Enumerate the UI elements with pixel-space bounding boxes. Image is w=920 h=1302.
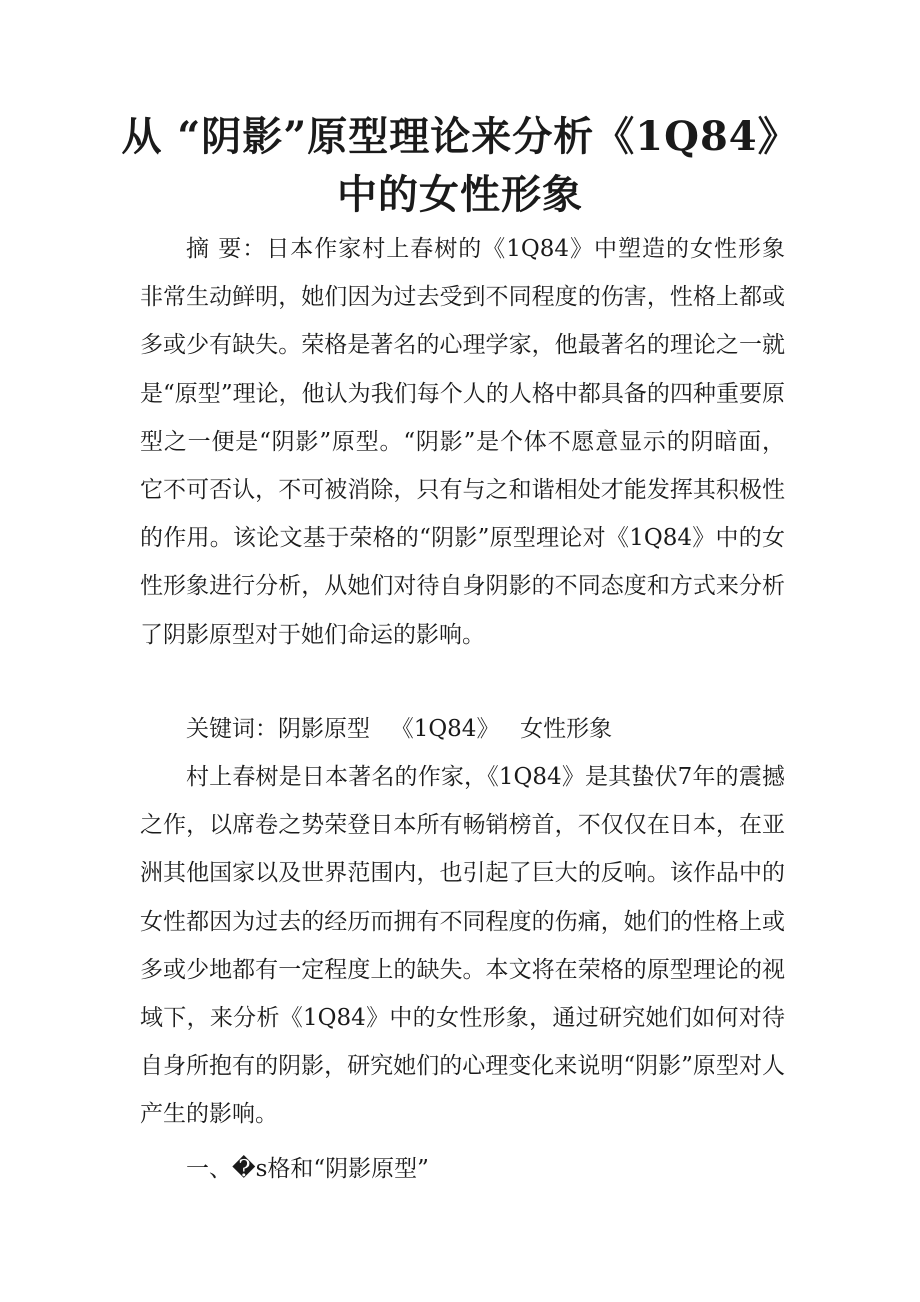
- abstract-text: 日本作家村上春树的《1Q84》中塑造的女性形象非常生动鲜明，她们因为过去受到不同程度的伤害，性格上都或多或少有缺失。荣格是著名的心理学家，他最著名的理论之一就是“原型”理论，他认为我们每个人的人格中都具备的四种重要原型之一便是“阴影”原型。“阴影”是个体不愿意显示的阴暗面，它不可否认，不可被消除，只有与之和谐相处才能发挥其积极性的作用。该论文基于荣格的“阴影”原型理论对《1Q84》中的女性形象进行分析，从她们对待自身阴影的不同态度和方式来分析了阴影原型对于她们命运的影响。: [140, 236, 786, 648]
- intro-paragraph: 村上春树是日本著名的作家，《1Q84》是其蛰伏7年的震撼之作，以席卷之势荣登日本所有畅销榜首，不仅仅在日本，在亚洲其他国家以及世界范围内，也引起了巨大的反响。该作品中的女性都因为过去的经历而拥有不同程度的伤痛，她们的性格上或多或少地都有一定程度上的缺失。本文将在荣格的原型理论的视域下，来分析《1Q84》中的女性形象，通过研究她们如何对待自身所抱有的阴影，研究她们的心理变化来说明“阴影”原型对人产生的影响。: [140, 764, 785, 1128]
- keyword-item: 阴影原型: [278, 716, 370, 742]
- abstract-label: 摘 要：: [186, 236, 267, 262]
- keyword-item: 女性形象: [520, 716, 613, 742]
- abstract-paragraph: [140, 225, 785, 659]
- section-heading: 一、�s格和“阴影原型”: [186, 1156, 429, 1182]
- keywords-paragraph: [140, 705, 785, 753]
- keyword-item: 《1Q84》: [390, 716, 500, 742]
- document-title: 从 “阴影”原型理论来分析《1Q84》中的女性形象: [121, 113, 799, 218]
- keywords-label: 关键词：: [186, 716, 278, 742]
